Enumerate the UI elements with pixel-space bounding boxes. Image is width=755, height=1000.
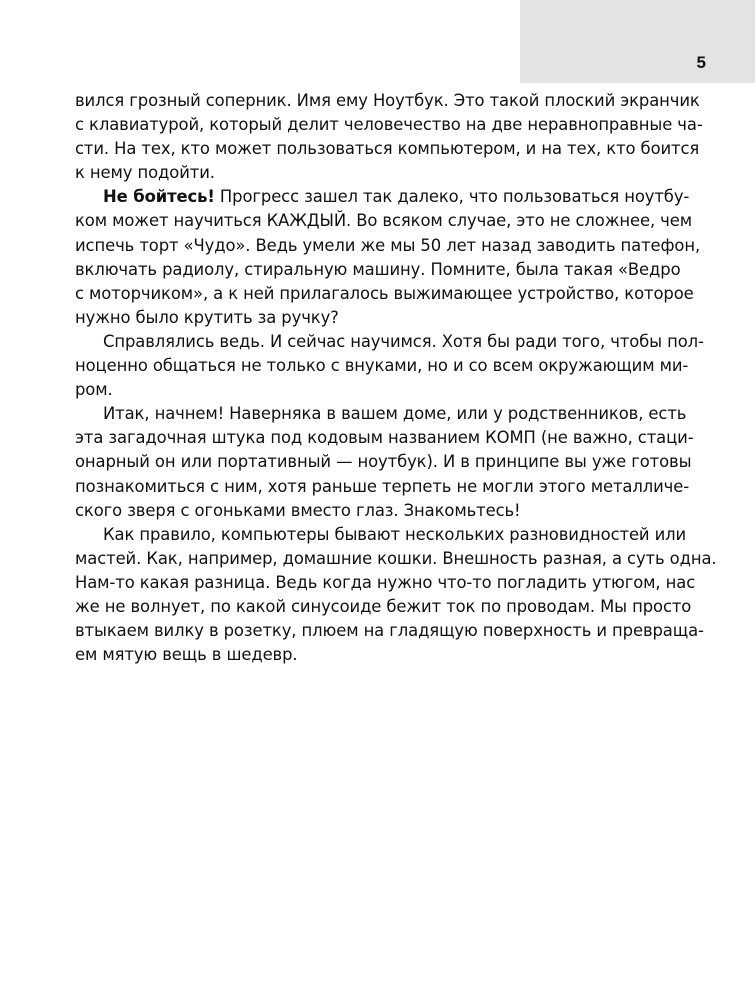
text-line: онарный он или портативный — ноутбук). И в принципе вы уже готовы xyxy=(75,452,692,472)
text-line: Как правило, компьютеры бывают нескольких разновидностей или xyxy=(103,524,687,544)
text-line: сти. На тех, кто может пользоваться компьютером, и на тех, кто боится xyxy=(75,139,700,159)
text-line: ем мятую вещь в шедевр. xyxy=(75,645,298,665)
text-line xyxy=(75,185,690,209)
body-text xyxy=(75,89,717,667)
text-line: познакомиться с ним, хотя раньше терпеть не могли этого металличе- xyxy=(75,476,690,496)
text-line: ского зверя с огоньками вместо глаз. Знакомьтесь! xyxy=(75,500,521,520)
paragraph-2 xyxy=(75,185,701,330)
bold-lead: Не бойтесь! xyxy=(103,187,215,207)
text-line: эта загадочная штука под кодовым названием КОМП (не важно, стаци- xyxy=(75,428,694,448)
text-segment: Прогресс зашел так далеко, что пользоваться ноутбу- xyxy=(214,187,690,207)
text-line: же не волнует, по какой синусоиде бежит ток по проводам. Мы просто xyxy=(75,596,692,616)
page-number: 5 xyxy=(696,53,706,72)
text-line: вился грозный соперник. Имя ему Ноутбук. Это такой плоский экранчик xyxy=(75,91,700,110)
paragraph-5 xyxy=(75,523,717,668)
text-line: к нему подойти. xyxy=(75,163,215,183)
text-line: включать радиолу, стиральную машину. Помните, была такая «Ведро xyxy=(75,259,681,279)
text-line: Итак, начнем! Наверняка в вашем доме, или у родственников, есть xyxy=(103,404,687,424)
text-line: мастей. Как, например, домашние кошки. Внешность разная, а суть одна. xyxy=(75,548,717,568)
text-line: нужно было крутить за ручку? xyxy=(75,307,339,327)
text-line: втыкаем вилку в розетку, плюем на гладящую поверхность и превраща- xyxy=(75,621,704,641)
page-number-tab xyxy=(520,0,755,83)
text-line: ком может научиться КАЖДЫЙ. Во всяком случае, это не сложнее, чем xyxy=(75,211,692,231)
paragraph-4 xyxy=(75,402,694,522)
paragraph-1 xyxy=(75,89,703,185)
text-line: Справлялись ведь. И сейчас научимся. Хотя бы ради того, чтобы пол- xyxy=(103,331,704,351)
text-line: с клавиатурой, который делит человечество на две неравноправные ча- xyxy=(75,115,703,135)
text-line: с моторчиком», а к ней прилагалось выжимающее устройство, которое xyxy=(75,283,694,303)
paragraph-3 xyxy=(75,330,704,402)
text-line: ноценно общаться не только с внуками, но и со всем окружающим ми- xyxy=(75,356,689,376)
text-line: Нам-то какая разница. Ведь когда нужно что-то погладить утюгом, нас xyxy=(75,572,696,592)
text-line: испечь торт «Чудо». Ведь умели же мы 50 лет назад заводить патефон, xyxy=(75,235,701,255)
text-line: ром. xyxy=(75,380,113,400)
